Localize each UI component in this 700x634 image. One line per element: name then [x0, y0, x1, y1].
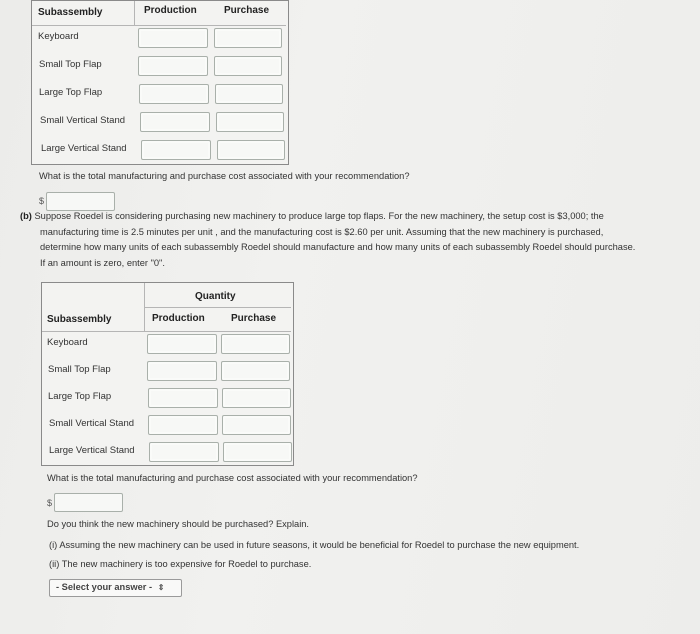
part-b-line-1: Suppose Roedel is considering purchasing new machinery to produce large top flaps. For the new machinery, the setup cost is $3,000; the [34, 211, 604, 221]
production-input-small-top-flap[interactable] [138, 56, 208, 76]
purchase2-input-keyboard[interactable] [221, 334, 290, 354]
header-quantity: Quantity [195, 291, 236, 302]
purchase-input-small-top-flap[interactable] [214, 56, 282, 76]
column-divider [134, 1, 135, 25]
production-input-small-vertical-stand[interactable] [140, 112, 210, 132]
production2-input-small-vertical-stand[interactable] [148, 415, 218, 435]
table-1 [31, 0, 289, 165]
part-b-line-3: determine how many units of each subassembly Roedel should manufacture and how many units of each subassembly Roedel should purchase. [40, 242, 636, 252]
row-label-keyboard: Keyboard [38, 31, 79, 42]
question-1-text: What is the total manufacturing and purchase cost associated with your recommendation? [39, 171, 410, 181]
header-subassembly-2: Subassembly [47, 314, 112, 325]
purchase-input-small-vertical-stand[interactable] [216, 112, 284, 132]
production2-input-large-vertical-stand[interactable] [149, 442, 219, 462]
header-divider [32, 25, 286, 26]
header-purchase-2: Purchase [231, 313, 277, 324]
production2-input-small-top-flap[interactable] [147, 361, 217, 381]
production2-input-keyboard[interactable] [147, 334, 217, 354]
purchase-input-large-vertical-stand[interactable] [217, 140, 285, 160]
currency-symbol-1: $ [39, 196, 45, 206]
row-label-large-vertical-stand: Large Vertical Stand [41, 143, 127, 154]
quantity-underline [144, 307, 291, 308]
header-subassembly: Subassembly [38, 7, 103, 18]
purchase2-input-large-top-flap[interactable] [222, 388, 291, 408]
production-input-keyboard[interactable] [138, 28, 208, 48]
currency-symbol-2: $ [47, 498, 53, 508]
row-label-small-vertical-stand: Small Vertical Stand [40, 115, 126, 126]
header-production: Production [144, 5, 197, 16]
total-cost-input-2[interactable] [54, 493, 123, 512]
purchase2-input-small-top-flap[interactable] [221, 361, 290, 381]
part-b-line-4: If an amount is zero, enter "0". [40, 257, 165, 268]
purchase2-input-small-vertical-stand[interactable] [222, 415, 291, 435]
row-label-small-top-flap: Small Top Flap [39, 59, 102, 70]
updown-arrow-icon: ⇕ [157, 583, 165, 592]
row2-label-small-top-flap: Small Top Flap [48, 364, 111, 375]
row2-label-large-vertical-stand: Large Vertical Stand [49, 445, 135, 456]
table-2 [41, 282, 294, 466]
part-b-paragraph [20, 209, 698, 271]
question-2-text: What is the total manufacturing and purchase cost associated with your recommendation? [47, 473, 418, 483]
answer-select[interactable] [49, 579, 182, 597]
header-production-2: Production [152, 313, 205, 324]
option-1-text: (i) Assuming the new machinery can be used in future seasons, it would be beneficial for Roedel to purchase the new equipment. [49, 540, 580, 550]
purchase-input-keyboard[interactable] [214, 28, 282, 48]
part-b-label: (b) [20, 211, 32, 221]
production-input-large-vertical-stand[interactable] [141, 140, 211, 160]
row2-label-large-top-flap: Large Top Flap [48, 391, 112, 402]
production2-input-large-top-flap[interactable] [148, 388, 218, 408]
question-3-text: Do you think the new machinery should be purchased? Explain. [47, 519, 310, 529]
answer-select-label: - Select your answer - [56, 582, 153, 592]
header-purchase: Purchase [224, 5, 270, 16]
production-input-large-top-flap[interactable] [139, 84, 209, 104]
part-b-line-2: manufacturing time is 2.5 minutes per unit , and the manufacturing cost is $2.60 per unit. Assuming that the new machinery is purchased, [40, 226, 604, 237]
row2-label-small-vertical-stand: Small Vertical Stand [49, 418, 135, 429]
header-divider-2 [42, 331, 291, 332]
option-2-text: (ii) The new machinery is too expensive for Roedel to purchase. [49, 559, 312, 569]
purchase2-input-large-vertical-stand[interactable] [223, 442, 292, 462]
row2-label-keyboard: Keyboard [47, 337, 88, 348]
purchase-input-large-top-flap[interactable] [215, 84, 283, 104]
row-label-large-top-flap: Large Top Flap [39, 87, 103, 98]
column-divider-2 [144, 283, 145, 331]
